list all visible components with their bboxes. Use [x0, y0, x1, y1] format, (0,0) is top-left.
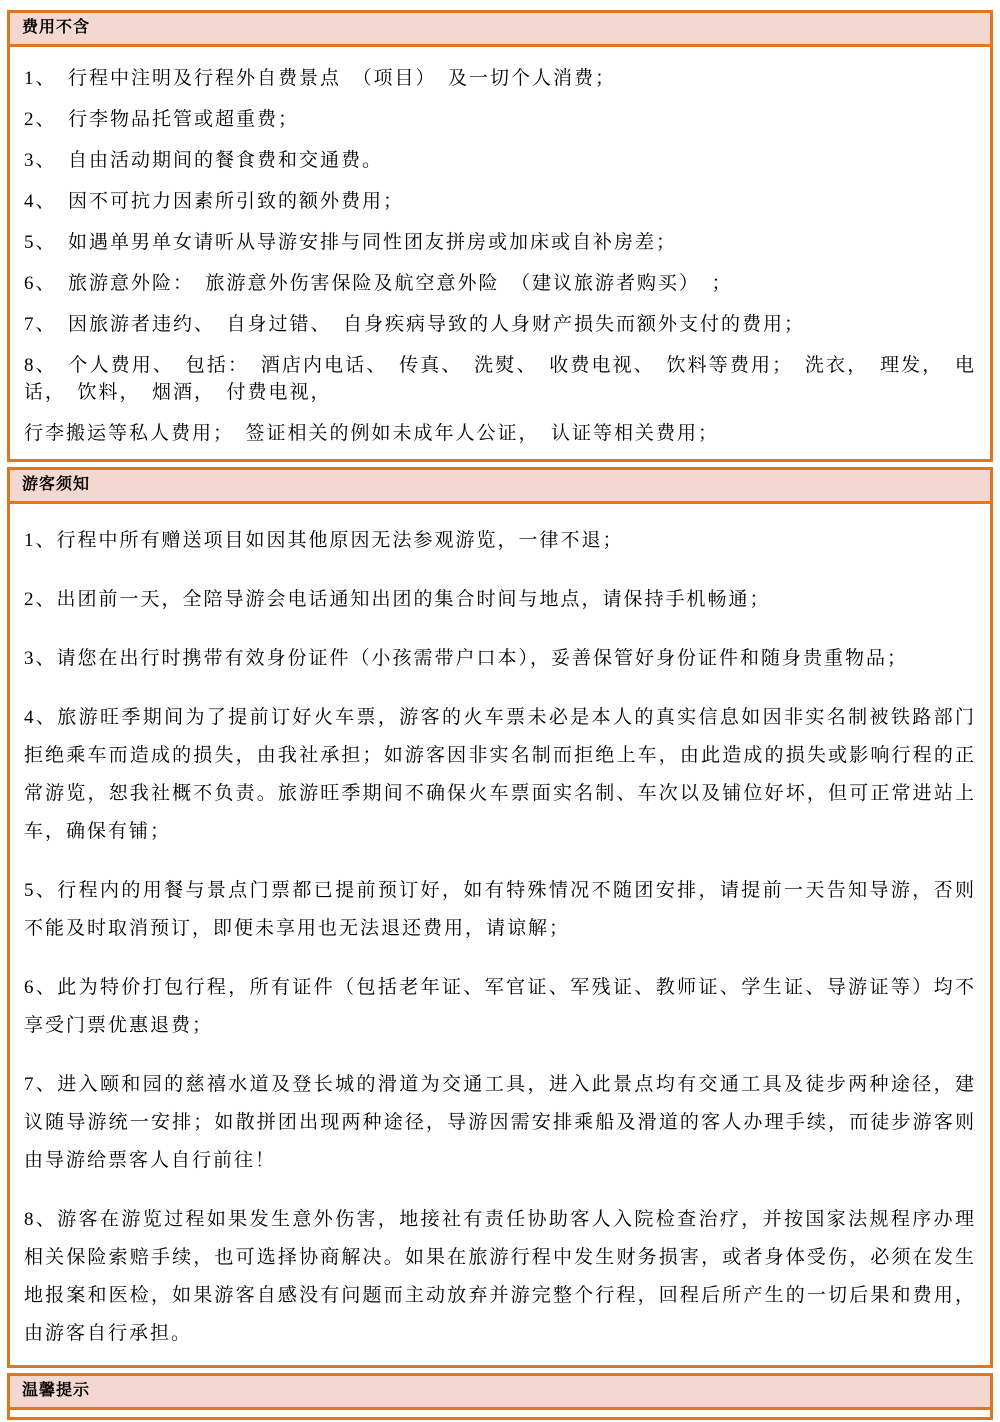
list-item: 2、出团前一天，全陪导游会电话通知出团的集合时间与地点，请保持手机畅通； — [24, 589, 771, 610]
list-item: 行李搬运等私人费用； 签证相关的例如未成年人公证， 认证等相关费用； — [24, 423, 720, 444]
section-title-fees-excluded: 费用不含 — [22, 19, 91, 36]
list-item: 5、 如遇单男单女请听从导游安排与同性团友拼房或加床或自补房差； — [24, 232, 678, 253]
list-item: 7、进入颐和园的慈禧水道及登长城的滑道为交通工具，进入此景点均有交通工具及徒步两种途径，建议随导游统一安排；如散拼团出现两种途径，导游因需安排乘船及滑道的客人办理手续，而徒步游客则由导游给票客人自行前往！ — [24, 1074, 976, 1171]
list-item: 8、游客在游览过程如果发生意外伤害，地接社有责任协助客人入院检查治疗，并按国家法规程序办理相关保险索赔手续，也可选择协商解决。如果在旅游行程中发生财务损害，或者身体受伤，必须在发生地报案和医检，如果游客自感没有问题而主动放弃并游完整个行程，回程后所产生的一切后果和费用，由游客自行承担。 — [24, 1209, 976, 1344]
section-header-visitor-notice — [10, 470, 990, 504]
section-title-warm-tips: 温馨提示 — [22, 1382, 91, 1399]
section-title-visitor-notice: 游客须知 — [22, 476, 91, 493]
section-body-warm-tips — [10, 1410, 990, 1417]
list-item: 5、行程内的用餐与景点门票都已提前预订好，如有特殊情况不随团安排，请提前一天告知导游，否则不能及时取消预订，即便未享用也无法退还费用，请谅解； — [24, 880, 976, 939]
list-item: 3、 自由活动期间的餐食费和交通费。 — [24, 150, 384, 171]
section-header-warm-tips — [10, 1376, 990, 1410]
list-item: 1、 行程中注明及行程外自费景点 （项目） 及一切个人消费； — [24, 68, 617, 89]
section-warm-tips — [7, 1373, 993, 1420]
list-item: 3、请您在出行时携带有效身份证件（小孩需带户口本），妥善保管好身份证件和随身贵重物品； — [24, 648, 909, 669]
section-header-fees-excluded — [10, 13, 990, 47]
list-item: 8、 个人费用、 包括： 酒店内电话、 传真、 洗熨、 收费电视、 饮料等费用； 洗衣， 理发， 电话， 饮料， 烟酒， 付费电视， — [24, 355, 976, 403]
list-item: 6、 旅游意外险： 旅游意外伤害保险及航空意外险 （建议旅游者购买） ； — [24, 273, 733, 294]
section-body-visitor-notice — [10, 504, 990, 1365]
list-item: 1、行程中所有赠送项目如因其他原因无法参观游览，一律不退； — [24, 530, 624, 551]
section-body-fees-excluded — [10, 47, 990, 459]
list-item: 6、此为特价打包行程，所有证件（包括老年证、军官证、军残证、教师证、学生证、导游证等）均不享受门票优惠退费； — [24, 977, 976, 1036]
list-item: 4、 因不可抗力因素所引致的额外费用； — [24, 191, 405, 212]
list-item: 4、旅游旺季期间为了提前订好火车票，游客的火车票未必是本人的真实信息如因非实名制被铁路部门拒绝乘车而造成的损失，由我社承担；如游客因非实名制而拒绝上车，由此造成的损失或影响行程的正常游览，恕我社概不负责。旅游旺季期间不确保火车票面实名制、车次以及铺位好坏，但可正常进站上车，确保有铺； — [24, 707, 976, 842]
list-item: 2、 行李物品托管或超重费； — [24, 109, 300, 130]
list-item: 7、 因旅游者违约、 自身过错、 自身疾病导致的人身财产损失而额外支付的费用； — [24, 314, 806, 335]
section-fees-excluded — [7, 10, 993, 462]
section-visitor-notice — [7, 467, 993, 1368]
